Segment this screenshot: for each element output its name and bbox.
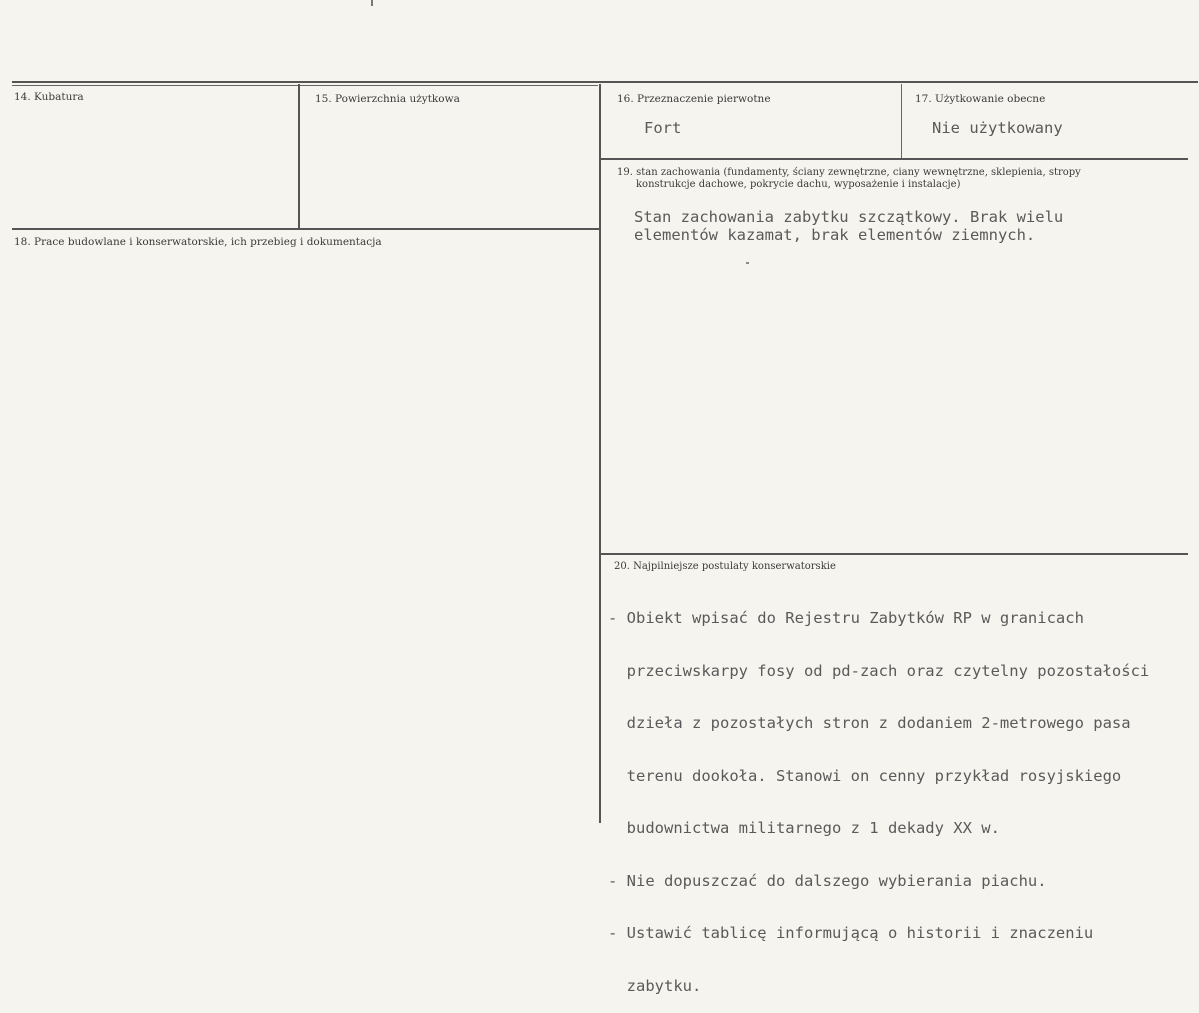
field-20-value-line: - Obiekt wpisać do Rejestru Zabytków RP w granicach	[608, 609, 1084, 627]
field-17-label: 17. Użytkowanie obecne	[915, 93, 1046, 105]
top-rule-inner	[12, 85, 598, 86]
field-19-value	[634, 209, 1063, 244]
divider-16-17	[901, 84, 902, 158]
field-20-value-line: przeciwskarpy fosy od pd-zach oraz czytelny pozostałości	[608, 661, 1150, 680]
scan-mark-dot	[746, 262, 749, 264]
field-15-label: 15. Powierzchnia użytkowa	[315, 93, 460, 105]
field-16-value: Fort	[644, 119, 682, 137]
field-20-value-line: dzieła z pozostałych stron z dodaniem 2-metrowego pasa	[608, 714, 1131, 732]
field-19-value-line: elementów kazamat, brak elementów ziemnych.	[634, 225, 1036, 244]
scan-mark-top	[371, 0, 373, 6]
field-20-value-line: - Nie dopuszczać do dalszego wybierania piachu.	[608, 871, 1047, 890]
field-20-value-line: - Ustawić tablicę informującą o historii i znaczeniu	[608, 924, 1094, 942]
rule-under-16-17	[600, 158, 1188, 160]
field-20-value	[608, 575, 1149, 1013]
field-20-value-line: budownictwa militarnego z 1 dekady XX w.	[608, 819, 1000, 837]
top-rule	[12, 81, 1198, 83]
field-19-label-line2: konstrukcje dachowe, pokrycie dachu, wyposażenie i instalacje)	[636, 179, 961, 190]
rule-under-14-15	[12, 228, 599, 230]
field-19-value-line: Stan zachowania zabytku szczątkowy. Brak wielu	[634, 208, 1064, 226]
field-17-value: Nie użytkowany	[932, 119, 1063, 137]
field-20-label: 20. Najpilniejsze postulaty konserwatorskie	[614, 561, 836, 572]
divider-14-15	[298, 84, 300, 228]
field-18-label: 18. Prace budowlane i konserwatorskie, ich przebieg i dokumentacja	[14, 236, 382, 248]
field-14-label: 14. Kubatura	[14, 91, 84, 103]
field-20-value-line: zabytku.	[608, 976, 702, 995]
field-19-label-line1: 19. stan zachowania (fundamenty, ściany zewnętrzne, ciany wewnętrzne, sklepienia, stropy	[617, 167, 1081, 178]
field-20-value-line: terenu dookoła. Stanowi on cenny przykład rosyjskiego	[608, 766, 1122, 785]
rule-above-20	[600, 553, 1188, 555]
center-divider	[599, 84, 601, 823]
field-16-label: 16. Przeznaczenie pierwotne	[617, 93, 771, 105]
